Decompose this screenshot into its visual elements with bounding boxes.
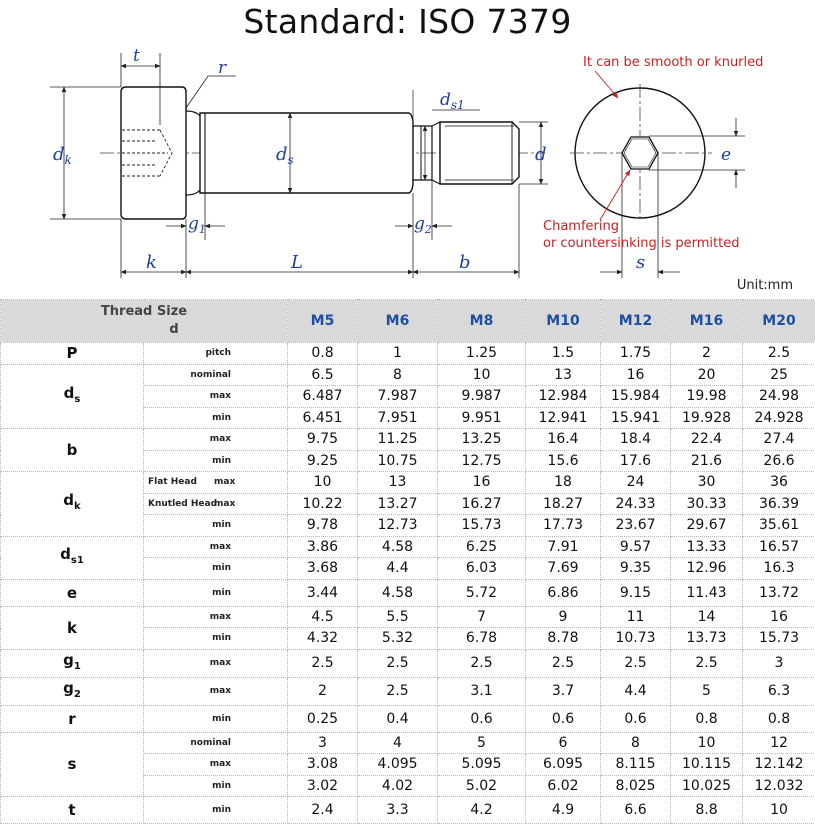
table-cell: 2.5 <box>526 649 601 677</box>
table-cell: 4.58 <box>358 579 438 606</box>
table-cell: 15.73 <box>438 515 526 537</box>
svg-text:g2: $g_2$ <box>414 214 432 236</box>
table-cell: 4.095 <box>358 754 438 776</box>
table-cell: 0.6 <box>601 705 671 732</box>
table-cell: 30 <box>671 472 743 494</box>
table-cell: 18 <box>526 472 601 494</box>
table-cell: 13.25 <box>438 429 526 451</box>
table-cell: 6.78 <box>438 628 526 650</box>
label-r: r <box>218 58 227 78</box>
table-cell: 27.4 <box>743 429 815 451</box>
table-cell: 8.78 <box>526 628 601 650</box>
table-cell: 2.5 <box>743 343 815 365</box>
table-cell: 12.142 <box>743 754 815 776</box>
table-cell: 5.5 <box>358 606 438 628</box>
shoulder-bolt-drawing <box>0 0 815 300</box>
table-cell: 2 <box>671 343 743 365</box>
table-cell: 6.5 <box>288 364 358 386</box>
table-cell: 1.75 <box>601 343 671 365</box>
table-row <box>1 343 815 365</box>
table-cell: 2.4 <box>288 797 358 824</box>
svg-text:k <box>146 252 157 273</box>
svg-text:L <box>290 252 303 273</box>
table-row <box>1 705 815 732</box>
table-cell: 18.4 <box>601 429 671 451</box>
table-cell: 9.75 <box>288 429 358 451</box>
row-label: max <box>144 386 288 408</box>
svg-text:r <box>218 58 227 78</box>
table-cell: 10.73 <box>601 628 671 650</box>
table-cell: 6.25 <box>438 536 526 558</box>
table-cell: 6.451 <box>288 407 358 429</box>
table-cell: 24.33 <box>601 493 671 515</box>
table-row <box>1 364 815 386</box>
table-cell: 2 <box>288 677 358 705</box>
table-cell: 10 <box>438 364 526 386</box>
table-cell: 30.33 <box>671 493 743 515</box>
table-cell: 16.27 <box>438 493 526 515</box>
svg-text:s <box>636 252 645 273</box>
table-row <box>1 649 815 677</box>
table-cell: 16.3 <box>743 558 815 580</box>
table-cell: 8 <box>358 364 438 386</box>
table-cell: 12.73 <box>358 515 438 537</box>
table-cell: 9.987 <box>438 386 526 408</box>
table-row <box>1 677 815 705</box>
table-cell: 21.6 <box>671 450 743 472</box>
table-cell: 1.25 <box>438 343 526 365</box>
table-cell: 5.72 <box>438 579 526 606</box>
unit-label: Unit:mm <box>737 278 793 293</box>
label-dk: d <box>53 144 65 165</box>
svg-text:e <box>721 145 731 165</box>
label-e: e <box>721 145 731 165</box>
param-e: e <box>1 579 144 606</box>
table-cell: 2.5 <box>358 649 438 677</box>
table-cell: 8 <box>601 732 671 754</box>
size-header-m8: M8 <box>438 300 526 343</box>
label-g2: g <box>414 214 425 234</box>
table-cell: 11.25 <box>358 429 438 451</box>
table-cell: 16.4 <box>526 429 601 451</box>
dimension-table <box>0 299 815 824</box>
row-label: max <box>144 649 288 677</box>
row-label: min <box>144 797 288 824</box>
table-cell: 3.02 <box>288 775 358 797</box>
table-cell: 10 <box>743 797 815 824</box>
svg-text:d <box>535 144 547 165</box>
param-g2: $g_2$ <box>1 677 144 705</box>
table-cell: 9 <box>526 606 601 628</box>
table-cell: 20 <box>671 364 743 386</box>
table-cell: 7.987 <box>358 386 438 408</box>
table-cell: 4.4 <box>358 558 438 580</box>
label-k: k <box>146 252 157 273</box>
table-cell: 7.951 <box>358 407 438 429</box>
table-cell: 2.5 <box>671 649 743 677</box>
page-title: Standard: ISO 7379 <box>0 2 815 41</box>
table-cell: 12 <box>743 732 815 754</box>
table-cell: 4.5 <box>288 606 358 628</box>
table-cell: 13.72 <box>743 579 815 606</box>
table-cell: 4.32 <box>288 628 358 650</box>
note-chamfer-1: Chamfering <box>543 219 619 234</box>
table-cell: 6.095 <box>526 754 601 776</box>
table-cell: 6.86 <box>526 579 601 606</box>
table-cell: 16 <box>601 364 671 386</box>
table-cell: 13 <box>526 364 601 386</box>
table-cell: 6.6 <box>601 797 671 824</box>
table-cell: 18.27 <box>526 493 601 515</box>
label-b: b <box>459 252 471 273</box>
table-cell: 3.08 <box>288 754 358 776</box>
table-cell: 36 <box>743 472 815 494</box>
table-cell: 17.6 <box>601 450 671 472</box>
table-cell: 2.5 <box>358 677 438 705</box>
row-label: max <box>144 536 288 558</box>
row-label: min <box>144 515 288 537</box>
svg-text:dk: $d_k$ <box>53 144 72 167</box>
table-cell: 19.928 <box>671 407 743 429</box>
table-cell: 3.44 <box>288 579 358 606</box>
table-cell: 16 <box>743 606 815 628</box>
table-cell: 19.98 <box>671 386 743 408</box>
row-label: min <box>144 579 288 606</box>
table-cell: 9.15 <box>601 579 671 606</box>
table-cell: 16 <box>438 472 526 494</box>
size-header-m6: M6 <box>358 300 438 343</box>
table-cell: 8.115 <box>601 754 671 776</box>
table-cell: 9.35 <box>601 558 671 580</box>
table-cell: 10 <box>288 472 358 494</box>
table-cell: 22.4 <box>671 429 743 451</box>
table-cell: 7.69 <box>526 558 601 580</box>
row-label: max <box>144 754 288 776</box>
table-cell: 3.7 <box>526 677 601 705</box>
table-cell: 2.5 <box>438 649 526 677</box>
table-cell: 8.025 <box>601 775 671 797</box>
note-chamfer-2: or countersinking is permitted <box>543 236 739 251</box>
table-cell: 36.39 <box>743 493 815 515</box>
table-cell: 23.67 <box>601 515 671 537</box>
bolt-thread <box>440 122 519 184</box>
table-cell: 26.6 <box>743 450 815 472</box>
table-cell: 12.75 <box>438 450 526 472</box>
label-ds: d <box>276 144 288 165</box>
table-cell: 25 <box>743 364 815 386</box>
table-cell: 3.86 <box>288 536 358 558</box>
table-cell: 0.6 <box>438 705 526 732</box>
table-row <box>1 797 815 824</box>
row-label: min <box>144 705 288 732</box>
table-cell: 10.75 <box>358 450 438 472</box>
table-cell: 10.22 <box>288 493 358 515</box>
table-cell: 9.25 <box>288 450 358 472</box>
size-header-m16: M16 <box>671 300 743 343</box>
table-cell: 2.5 <box>288 649 358 677</box>
param-P: P <box>1 343 144 365</box>
table-cell: 8.8 <box>671 797 743 824</box>
param-t: t <box>1 797 144 824</box>
label-ds1: d <box>440 90 451 110</box>
table-cell: 13.33 <box>671 536 743 558</box>
label-g1: g <box>188 214 199 234</box>
table-cell: 3 <box>743 649 815 677</box>
table-cell: 17.73 <box>526 515 601 537</box>
table-cell: 10.025 <box>671 775 743 797</box>
table-cell: 11.43 <box>671 579 743 606</box>
row-label: min <box>144 407 288 429</box>
table-cell: 4.02 <box>358 775 438 797</box>
table-cell: 12.984 <box>526 386 601 408</box>
table-cell: 14 <box>671 606 743 628</box>
row-label: max <box>144 429 288 451</box>
param-b: b <box>1 429 144 472</box>
table-cell: 13.27 <box>358 493 438 515</box>
table-row <box>1 732 815 754</box>
table-cell: 5.095 <box>438 754 526 776</box>
svg-text:ds1: $d_{s1}$ <box>440 90 465 112</box>
label-s: s <box>636 252 645 273</box>
row-label: pitch <box>144 343 288 365</box>
table-cell: 24.928 <box>743 407 815 429</box>
table-cell: 24.98 <box>743 386 815 408</box>
table-cell: 4.58 <box>358 536 438 558</box>
svg-text:b <box>459 252 471 273</box>
table-cell: 15.6 <box>526 450 601 472</box>
table-cell: 3 <box>288 732 358 754</box>
table-cell: 35.61 <box>743 515 815 537</box>
table-cell: 15.941 <box>601 407 671 429</box>
table-cell: 6 <box>526 732 601 754</box>
table-row <box>1 536 815 558</box>
size-header-m12: M12 <box>601 300 671 343</box>
table-row <box>1 606 815 628</box>
table-cell: 7.91 <box>526 536 601 558</box>
table-cell: 3.1 <box>438 677 526 705</box>
param-r: r <box>1 705 144 732</box>
table-cell: 10.115 <box>671 754 743 776</box>
table-cell: 1.5 <box>526 343 601 365</box>
param-dk: $d_k$ <box>1 472 144 537</box>
label-L: L <box>290 252 303 273</box>
note-knurled: It can be smooth or knurled <box>583 55 763 70</box>
svg-text:g1: $g_1$ <box>188 214 206 236</box>
label-t: t <box>133 46 140 66</box>
table-cell: 0.6 <box>526 705 601 732</box>
table-cell: 4.2 <box>438 797 526 824</box>
svg-text:t <box>133 46 140 66</box>
table-cell: 0.4 <box>358 705 438 732</box>
table-row <box>1 579 815 606</box>
table-cell: 24 <box>601 472 671 494</box>
table-cell: 13.73 <box>671 628 743 650</box>
table-cell: 4.9 <box>526 797 601 824</box>
table-cell: 12.032 <box>743 775 815 797</box>
param-k: k <box>1 606 144 649</box>
table-cell: 0.8 <box>671 705 743 732</box>
table-cell: 10 <box>671 732 743 754</box>
table-cell: 0.8 <box>288 343 358 365</box>
table-cell: 29.67 <box>671 515 743 537</box>
table-cell: 3.68 <box>288 558 358 580</box>
table-row <box>1 472 815 494</box>
size-header-m5: M5 <box>288 300 358 343</box>
bolt-shoulder <box>200 113 413 193</box>
row-label: max <box>144 677 288 705</box>
table-cell: 15.984 <box>601 386 671 408</box>
table-cell: 6.487 <box>288 386 358 408</box>
table-cell: 15.73 <box>743 628 815 650</box>
table-cell: 0.25 <box>288 705 358 732</box>
row-label: nominal <box>144 732 288 754</box>
row-label: Flat Head max <box>144 472 288 494</box>
table-cell: 5 <box>671 677 743 705</box>
table-cell: 1 <box>358 343 438 365</box>
table-cell: 0.8 <box>743 705 815 732</box>
table-cell: 13 <box>358 472 438 494</box>
param-ds: $d_s$ <box>1 364 144 429</box>
row-label: Knutled Headmax <box>144 493 288 515</box>
table-cell: 9.57 <box>601 536 671 558</box>
table-cell: 2.5 <box>601 649 671 677</box>
table-cell: 4 <box>358 732 438 754</box>
row-label: min <box>144 628 288 650</box>
table-cell: 6.3 <box>743 677 815 705</box>
table-cell: 16.57 <box>743 536 815 558</box>
table-cell: 6.02 <box>526 775 601 797</box>
param-s: s <box>1 732 144 797</box>
table-cell: 7 <box>438 606 526 628</box>
thread-size-header: Thread Size d <box>1 300 288 343</box>
table-row <box>1 429 815 451</box>
row-label: min <box>144 558 288 580</box>
row-label: min <box>144 450 288 472</box>
table-cell: 5.32 <box>358 628 438 650</box>
row-label: max <box>144 606 288 628</box>
table-cell: 12.941 <box>526 407 601 429</box>
label-d: d <box>535 144 547 165</box>
row-label: min <box>144 775 288 797</box>
param-ds1: $d_{s1}$ <box>1 536 144 579</box>
table-cell: 12.96 <box>671 558 743 580</box>
svg-text:ds: $d_s$ <box>276 144 294 167</box>
table-cell: 5.02 <box>438 775 526 797</box>
table-cell: 9.951 <box>438 407 526 429</box>
size-header-m20: M20 <box>743 300 815 343</box>
size-header-m10: M10 <box>526 300 601 343</box>
table-header-row <box>1 300 815 343</box>
param-g1: $g_1$ <box>1 649 144 677</box>
table-cell: 3.3 <box>358 797 438 824</box>
row-label: nominal <box>144 364 288 386</box>
table-cell: 5 <box>438 732 526 754</box>
table-cell: 9.78 <box>288 515 358 537</box>
table-cell: 6.03 <box>438 558 526 580</box>
table-cell: 11 <box>601 606 671 628</box>
table-cell: 4.4 <box>601 677 671 705</box>
